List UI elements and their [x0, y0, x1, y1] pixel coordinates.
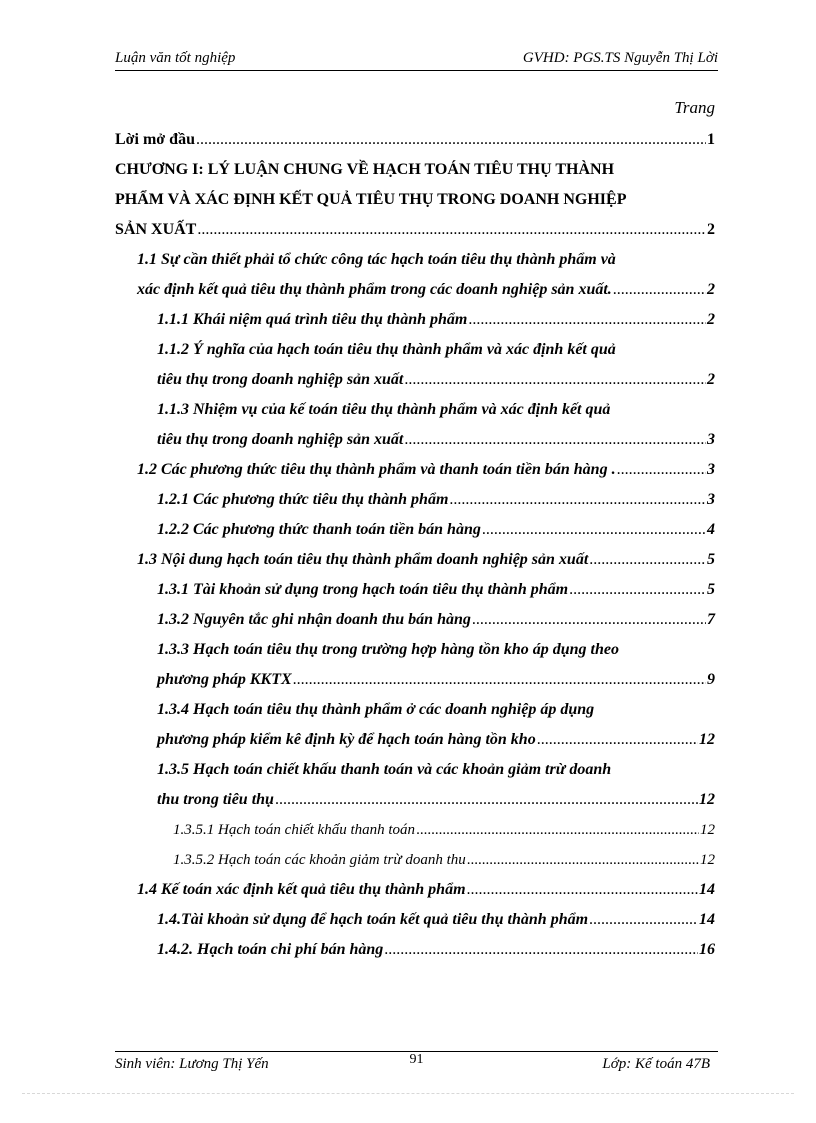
toc-leader-dots	[482, 515, 706, 545]
toc-entry-line: 1.1 Sự cần thiết phải tổ chức công tác hạch toán tiêu thụ thành phẩm và	[137, 251, 616, 268]
footer-class: Lớp: Kế toán 47B	[602, 1056, 710, 1072]
toc-entry-last-line	[115, 215, 715, 245]
toc-leader-dots	[472, 605, 706, 635]
toc-entry	[115, 605, 715, 635]
toc-entry	[115, 875, 715, 905]
toc-entry-last-line	[157, 485, 715, 515]
toc-entry-last-line	[157, 725, 715, 755]
toc-entry-last-line	[157, 665, 715, 695]
toc-entry-title: 1.3.2 Nguyên tắc ghi nhận doanh thu bán hàng	[157, 611, 471, 628]
toc-page-number: 12	[700, 852, 715, 868]
toc-entry-line: 1.3.3 Hạch toán tiêu thụ trong trường hợp hàng tồn kho áp dụng theo	[157, 641, 619, 658]
toc-leader-dots	[404, 365, 706, 395]
toc-leader-dots	[589, 905, 698, 935]
toc-entry-title: 1.3 Nội dung hạch toán tiêu thụ thành phẩm doanh nghiệp sản xuất	[137, 551, 589, 568]
toc-entry-line: 1.1.2 Ý nghĩa của hạch toán tiêu thụ thành phẩm và xác định kết quả	[157, 341, 616, 358]
toc-page-number: 1	[707, 131, 715, 148]
toc-entry-title: phương pháp KKTX	[157, 671, 292, 688]
toc-entry-line: 1.1.3 Nhiệm vụ của kế toán tiêu thụ thành phẩm và xác định kết quả	[157, 401, 611, 418]
toc-leader-dots	[384, 935, 698, 965]
toc-entry-title: 1.4 Kế toán xác định kết quả tiêu thụ thành phẩm	[137, 881, 466, 898]
toc-page-number: 14	[699, 911, 715, 928]
toc-leader-dots	[275, 785, 698, 815]
toc-leader-dots	[467, 875, 698, 905]
toc-entry	[115, 695, 715, 755]
header-advisor: GVHD: PGS.TS Nguyễn Thị Lời	[522, 50, 718, 66]
toc-page-number: 4	[707, 521, 715, 538]
toc-entry-title: 1.4.2. Hạch toán chi phí bán hàng	[157, 941, 384, 958]
toc-entry-line: 1.3.4 Hạch toán tiêu thụ thành phẩm ở các doanh nghiệp áp dụng	[157, 701, 595, 718]
toc-leader-dots	[617, 455, 706, 485]
toc-entry	[115, 635, 715, 695]
toc-entry-title: 1.2.1 Các phương thức tiêu thụ thành phẩm	[157, 491, 449, 508]
toc-entry	[115, 155, 715, 245]
toc-page-number: 3	[707, 461, 715, 478]
toc-page-number: 7	[707, 611, 715, 628]
toc-entry-last-line	[157, 935, 715, 965]
page-edge-divider	[22, 1093, 794, 1094]
toc-page-number: 5	[707, 551, 715, 568]
toc-entry-title: 1.1.1 Khái niệm quá trình tiêu thụ thành phẩm	[157, 311, 468, 328]
toc-entry	[115, 545, 715, 575]
toc-leader-dots	[467, 845, 699, 875]
toc-entry-last-line	[157, 905, 715, 935]
toc-entry-last-line	[115, 125, 715, 155]
toc-entry	[115, 815, 715, 845]
footer-student: Sinh viên: Lương Thị Yến	[115, 1056, 269, 1072]
page-column-label: Trang	[674, 98, 715, 117]
toc-leader-dots	[197, 215, 706, 245]
toc-entry	[115, 485, 715, 515]
toc-entry	[115, 125, 715, 155]
toc-page-number: 2	[707, 371, 715, 388]
toc-page-number: 16	[699, 941, 715, 958]
toc-entry-title: phương pháp kiểm kê định kỳ để hạch toán hàng tồn kho	[157, 731, 536, 748]
toc-entry-last-line	[137, 875, 715, 905]
toc-entry-line: 1.3.5 Hạch toán chiết khấu thanh toán và các khoản giảm trừ doanh	[157, 761, 612, 778]
toc-entry-title: thu trong tiêu thụ	[157, 791, 274, 808]
toc-entry	[115, 515, 715, 545]
toc-entry	[115, 935, 715, 965]
toc-leader-dots	[196, 125, 706, 155]
toc-entry-last-line	[137, 275, 715, 305]
page-header	[115, 50, 718, 71]
toc-page-number: 2	[707, 281, 715, 298]
toc-entry-title: 1.3.5.1 Hạch toán chiết khấu thanh toán	[173, 822, 416, 838]
toc-leader-dots	[449, 485, 706, 515]
toc-leader-dots	[613, 275, 706, 305]
toc-page-number: 9	[707, 671, 715, 688]
toc-entry-last-line	[157, 575, 715, 605]
toc-page-number: 12	[699, 731, 715, 748]
toc-entry-last-line	[137, 455, 715, 485]
toc-entry-title: tiêu thụ trong doanh nghiệp sản xuất	[157, 431, 404, 448]
toc-entry-last-line	[157, 305, 715, 335]
toc-leader-dots	[537, 725, 698, 755]
toc-entry	[115, 455, 715, 485]
toc-entry-line: CHƯƠNG I: LÝ LUẬN CHUNG VỀ HẠCH TOÁN TIÊU THỤ THÀNH	[115, 161, 615, 178]
toc-entry	[115, 905, 715, 935]
toc-entry	[115, 305, 715, 335]
table-of-contents	[115, 125, 715, 965]
toc-entry	[115, 845, 715, 875]
toc-page-number: 2	[707, 221, 715, 238]
toc-page-number: 3	[707, 491, 715, 508]
toc-page-number: 12	[699, 791, 715, 808]
toc-entry-title: 1.4.Tài khoản sử dụng để hạch toán kết quả tiêu thụ thành phẩm	[157, 911, 589, 928]
toc-entry-title: SẢN XUẤT	[115, 221, 197, 238]
toc-entry	[115, 335, 715, 395]
toc-entry-title: 1.3.1 Tài khoản sử dụng trong hạch toán tiêu thụ thành phẩm	[157, 581, 569, 598]
toc-entry-line: PHẨM VÀ XÁC ĐỊNH KẾT QUẢ TIÊU THỤ TRONG DOANH NGHIỆP	[115, 191, 627, 208]
toc-entry	[115, 245, 715, 305]
toc-entry-title: xác định kết quả tiêu thụ thành phẩm trong các doanh nghiệp sản xuất.	[137, 281, 612, 298]
toc-entry-last-line	[157, 515, 715, 545]
toc-leader-dots	[589, 545, 706, 575]
toc-entry-title: 1.3.5.2 Hạch toán các khoản giảm trừ doanh thu	[173, 852, 466, 868]
toc-entry-title: Lời mở đầu	[115, 131, 195, 148]
toc-entry	[115, 575, 715, 605]
toc-leader-dots	[468, 305, 706, 335]
toc-entry-last-line	[157, 785, 715, 815]
toc-entry-title: tiêu thụ trong doanh nghiệp sản xuất	[157, 371, 404, 388]
toc-page-number: 2	[707, 311, 715, 328]
toc-entry	[115, 755, 715, 815]
toc-page-number: 5	[707, 581, 715, 598]
toc-entry-last-line	[157, 605, 715, 635]
toc-entry-last-line	[173, 845, 715, 875]
toc-entry-last-line	[157, 425, 715, 455]
page-number: 91	[409, 1052, 424, 1067]
toc-entry-last-line	[173, 815, 715, 845]
toc-entry-title: 1.2 Các phương thức tiêu thụ thành phẩm và thanh toán tiền bán hàng .	[137, 461, 616, 478]
header-thesis-label: Luận văn tốt nghiệp	[115, 50, 236, 66]
toc-leader-dots	[404, 425, 706, 455]
toc-entry-last-line	[137, 545, 715, 575]
toc-entry	[115, 395, 715, 455]
page-footer	[115, 1051, 718, 1074]
toc-page-number: 12	[700, 822, 715, 838]
toc-leader-dots	[416, 815, 699, 845]
toc-entry-last-line	[157, 365, 715, 395]
toc-page-number: 3	[707, 431, 715, 448]
toc-page-number: 14	[699, 881, 715, 898]
toc-leader-dots	[569, 575, 706, 605]
toc-entry-title: 1.2.2 Các phương thức thanh toán tiền bán hàng	[157, 521, 481, 538]
toc-leader-dots	[293, 665, 706, 695]
